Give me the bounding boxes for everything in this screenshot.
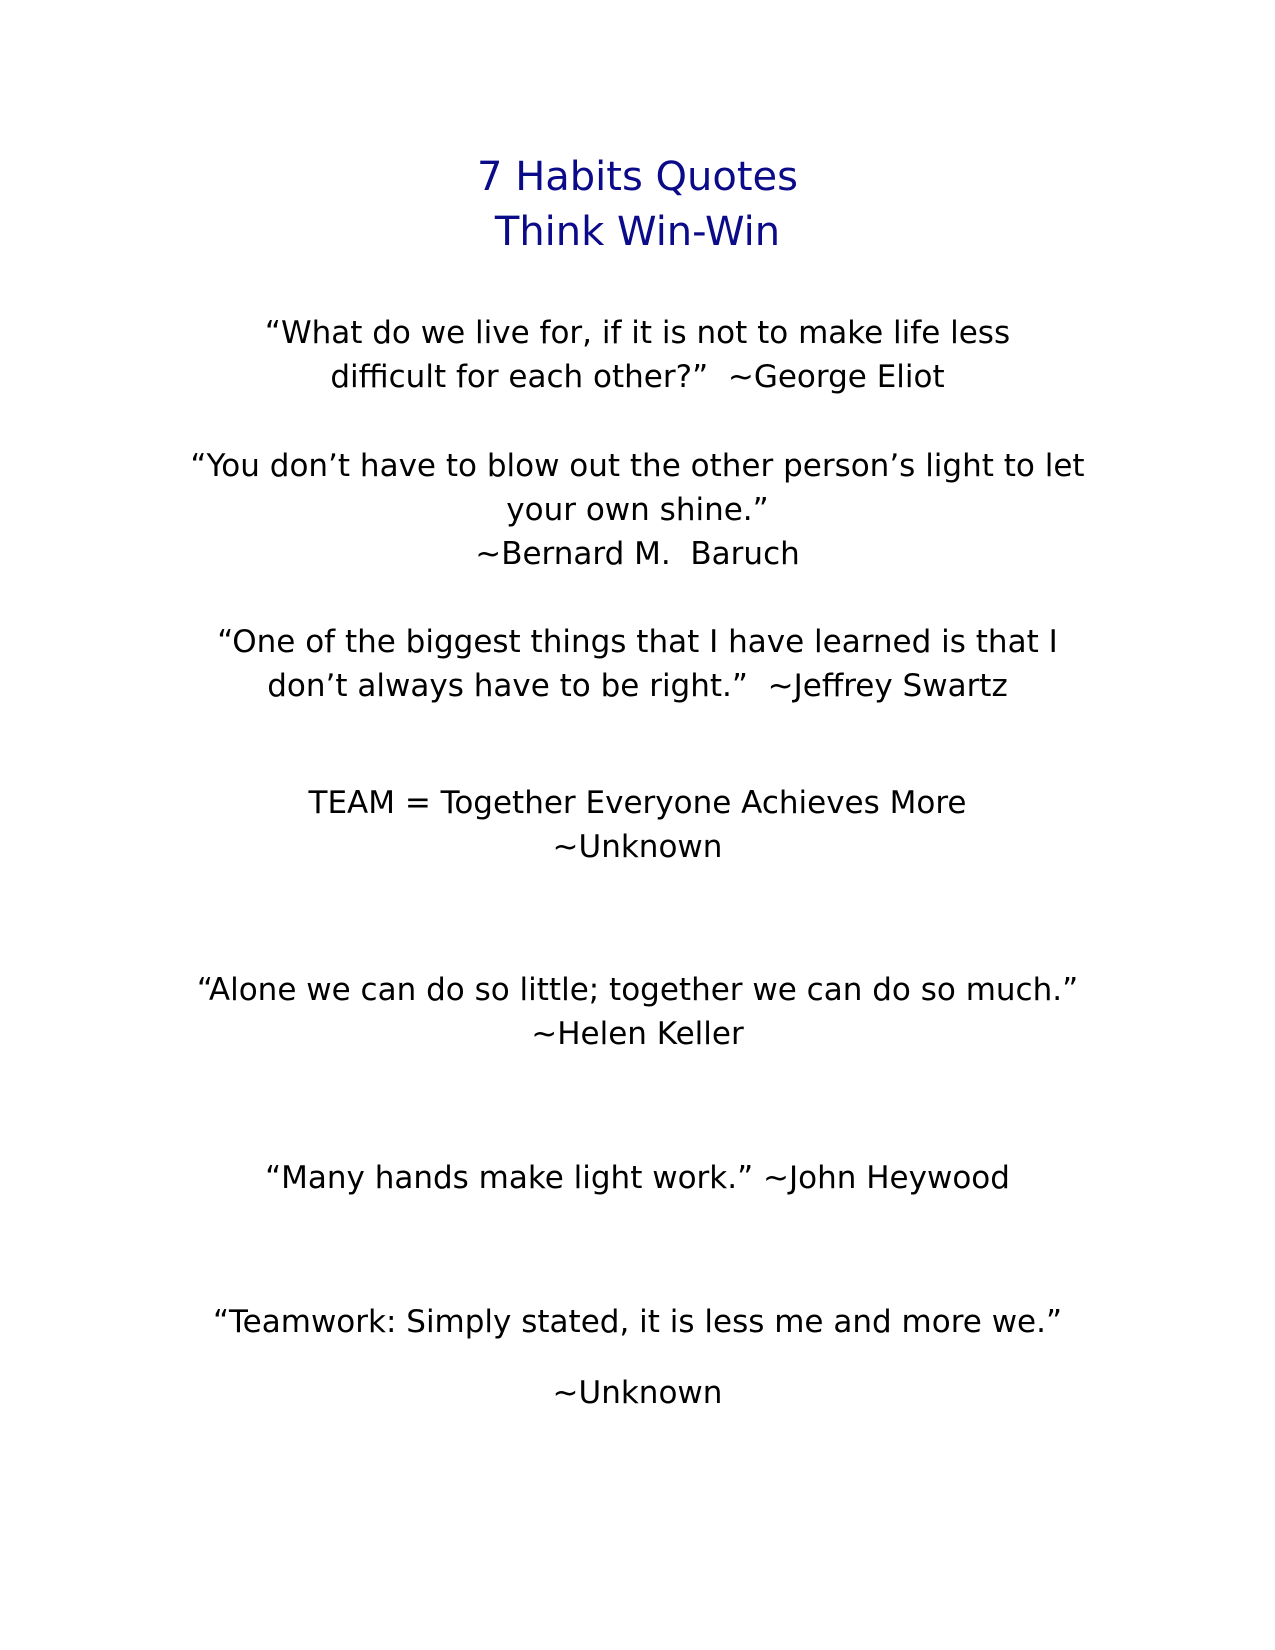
quote-line: “One of the biggest things that I have learned is that I (217, 624, 1058, 660)
quote-line: don’t always have to be right.” ~Jeffrey Swartz (267, 668, 1008, 704)
quote-line: difficult for each other?” ~George Eliot (330, 359, 945, 395)
quote-line: your own shine.” (506, 492, 769, 528)
quote-attribution: ~Helen Keller (531, 1016, 744, 1052)
quote-line: TEAM = Together Everyone Achieves More (308, 785, 967, 821)
quote-attribution: ~Unknown (552, 829, 723, 865)
page-title: 7 Habits Quotes (477, 154, 798, 200)
quote-line: “You don’t have to blow out the other person’s light to let (190, 448, 1085, 484)
quote-line: “Alone we can do so little; together we can do so much.” (196, 972, 1079, 1008)
quote-line: “Many hands make light work.” ~John Heywood (265, 1160, 1010, 1196)
quote-attribution: ~Unknown (552, 1375, 723, 1411)
quote-line: “Teamwork: Simply stated, it is less me and more we.” (212, 1304, 1063, 1340)
quote-attribution: ~Bernard M. Baruch (475, 536, 800, 572)
page-subtitle: Think Win-Win (494, 209, 781, 255)
quote-line: “What do we live for, if it is not to make life less (264, 315, 1011, 351)
